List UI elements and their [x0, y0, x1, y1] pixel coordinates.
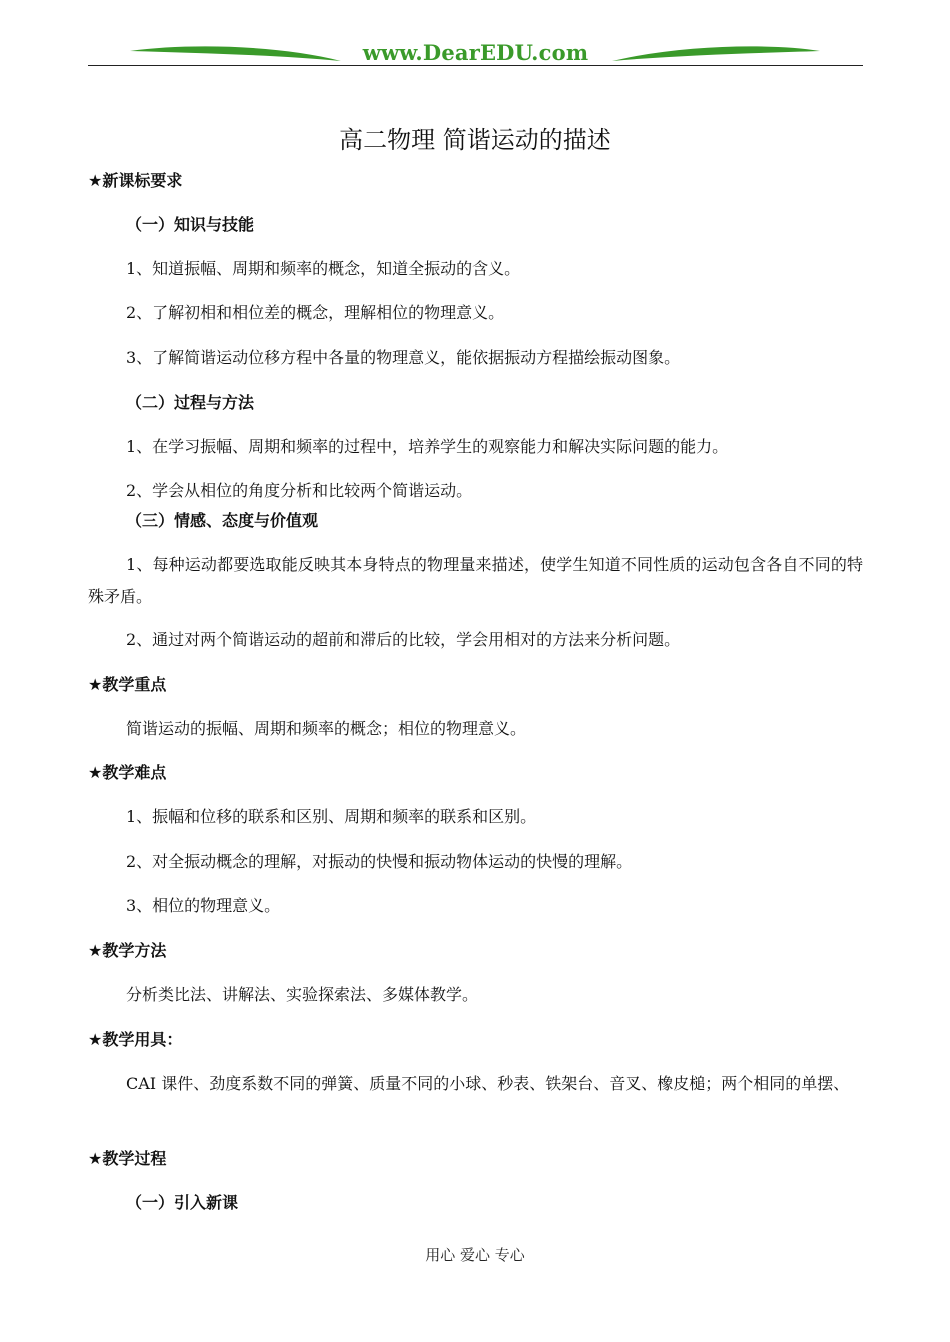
difficulty-heading: ★教学难点 — [88, 763, 167, 782]
tools-text: CAI 课件、劲度系数不同的弹簧、质量不同的小球、秒表、铁架台、音叉、橡皮槌；两个相同的单摆、 — [126, 1074, 850, 1093]
difficulty-item-2: 2、对全振动概念的理解，对振动的快慢和振动物体运动的快慢的理解。 — [126, 852, 633, 871]
intro-heading: （一）引入新课 — [126, 1193, 239, 1212]
key-text: 简谐运动的振幅、周期和频率的概念；相位的物理意义。 — [126, 719, 527, 738]
process-item-2: 2、学会从相位的角度分析和比较两个简谐运动。 — [126, 481, 473, 500]
knowledge-item-2: 2、了解初相和相位差的概念，理解相位的物理意义。 — [126, 303, 505, 322]
process-heading: （二）过程与方法 — [126, 393, 255, 412]
right-leaf-decoration — [610, 43, 822, 65]
header-rule — [88, 65, 863, 66]
left-leaf-decoration — [128, 43, 343, 65]
difficulty-item-1: 1、振幅和位移的联系和区别、周期和频率的联系和区别。 — [126, 807, 537, 826]
knowledge-heading: （一）知识与技能 — [126, 215, 255, 234]
process-main-heading: ★教学过程 — [88, 1149, 167, 1168]
method-text: 分析类比法、讲解法、实验探索法、多媒体教学。 — [126, 985, 479, 1004]
process-item-1: 1、在学习振幅、周期和频率的过程中，培养学生的观察能力和解决实际问题的能力。 — [126, 437, 729, 456]
knowledge-item-1: 1、知道振幅、周期和频率的概念，知道全振动的含义。 — [126, 259, 521, 278]
page-header — [88, 38, 863, 70]
emotion-heading: （三）情感、态度与价值观 — [126, 511, 319, 530]
tools-heading: ★教学用具： — [88, 1030, 183, 1049]
page-footer: 用心 爱心 专心 — [425, 1246, 525, 1264]
emotion-item-2: 2、通过对两个简谐运动的超前和滞后的比较，学会用相对的方法来分析问题。 — [126, 630, 681, 649]
knowledge-item-3: 3、了解简谐运动位移方程中各量的物理意义，能依据振动方程描绘振动图象。 — [126, 348, 681, 367]
site-logo: www.DearEDU.com — [362, 40, 589, 65]
difficulty-item-3: 3、相位的物理意义。 — [126, 896, 281, 915]
method-heading: ★教学方法 — [88, 941, 167, 960]
standards-heading: ★新课标要求 — [88, 171, 183, 190]
page-title: 高二物理 简谐运动的描述 — [339, 126, 611, 154]
emotion-item-1: 1、每种运动都要选取能反映其本身特点的物理量来描述，使学生知道不同性质的运动包含各自不同的特殊矛盾。 — [88, 555, 863, 606]
key-heading: ★教学重点 — [88, 675, 167, 694]
